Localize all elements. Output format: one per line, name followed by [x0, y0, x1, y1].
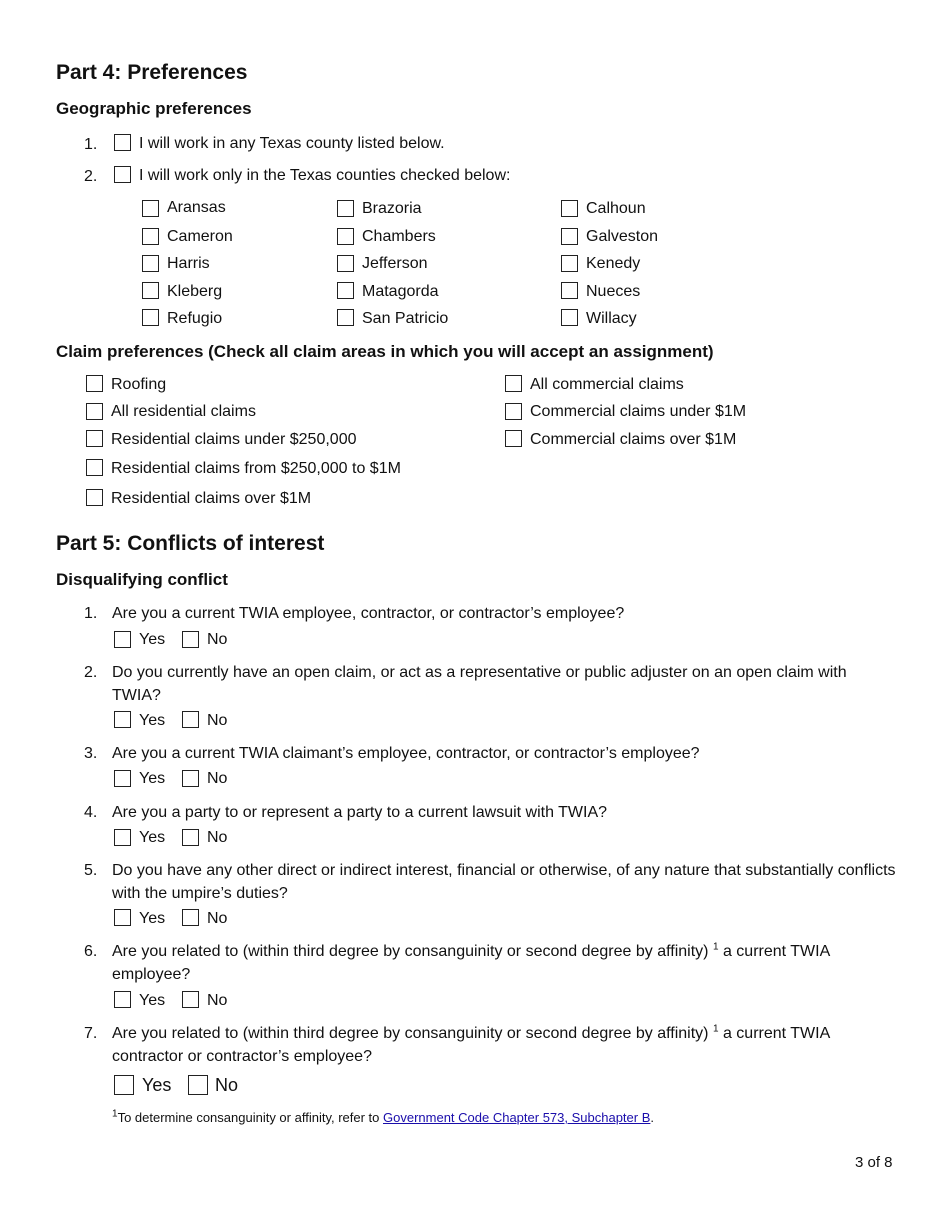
q5-no-checkbox[interactable] [182, 909, 199, 926]
no-label: No [207, 910, 228, 927]
question-text: Do you have any other direct or indirect interest, financial or otherwise, of any nature that substantially conflicts with the umpire’s duties? [112, 862, 896, 902]
q3-no-checkbox[interactable] [182, 770, 199, 787]
county-label: Kenedy [586, 255, 641, 272]
claim-label: All residential claims [111, 403, 256, 420]
claim-checkbox-commercial-over-1m[interactable] [505, 430, 522, 447]
county-label: Aransas [167, 199, 226, 216]
footnote: $^1$To determine consanguinity or affinity, refer to Government Code Chapter 573, Subchapter B. [112, 1108, 655, 1125]
page-number: 3 of 8 [855, 1154, 893, 1171]
no-label: No [207, 712, 228, 729]
county-checkbox-cameron[interactable] [142, 228, 159, 245]
county-checkbox-jefferson[interactable] [337, 255, 354, 272]
claim-checkbox-residential-under-250k[interactable] [86, 430, 103, 447]
county-checkbox-harris[interactable] [142, 255, 159, 272]
county-checkbox-refugio[interactable] [142, 309, 159, 326]
county-checkbox-matagorda[interactable] [337, 282, 354, 299]
question-number: 5. [84, 862, 98, 879]
question-number: 3. [84, 745, 98, 762]
county-label: Calhoun [586, 200, 646, 217]
claim-label: Residential claims under $250,000 [111, 431, 357, 448]
question-text: Do you currently have an open claim, or act as a representative or public adjuster on an open claim with TWIA? [112, 664, 847, 704]
yes-label: Yes [139, 712, 166, 729]
county-label: Jefferson [362, 255, 428, 272]
footnote-marker: 1 [712, 941, 719, 953]
county-checkbox-kenedy[interactable] [561, 255, 578, 272]
q7-no-checkbox[interactable] [188, 1075, 208, 1095]
county-checkbox-san-patricio[interactable] [337, 309, 354, 326]
q7-yes-checkbox[interactable] [114, 1075, 134, 1095]
q2-no-checkbox[interactable] [182, 711, 199, 728]
question-text: Are you related to (within third degree by consanguinity or second degree by affinity) $^1$ a current TWIA employee? [112, 941, 830, 983]
no-label: No [215, 1075, 239, 1095]
county-label: Chambers [362, 228, 436, 245]
county-checkbox-chambers[interactable] [337, 228, 354, 245]
county-label: Brazoria [362, 200, 422, 217]
q4-no-checkbox[interactable] [182, 829, 199, 846]
question-number: 7. [84, 1025, 98, 1042]
q5-yes-checkbox[interactable] [114, 909, 131, 926]
county-label: San Patricio [362, 310, 449, 327]
question-number: 4. [84, 804, 98, 821]
any-county-checkbox[interactable] [114, 134, 131, 151]
yes-label: Yes [139, 992, 166, 1009]
county-checkbox-brazoria[interactable] [337, 200, 354, 217]
no-label: No [207, 829, 228, 846]
question-text: Are you a party to or represent a party to a current lawsuit with TWIA? [112, 804, 608, 821]
no-label: No [207, 992, 228, 1009]
q6-no-checkbox[interactable] [182, 991, 199, 1008]
county-checkbox-calhoun[interactable] [561, 200, 578, 217]
claim-label: Commercial claims over $1M [530, 431, 737, 448]
claim-label: Commercial claims under $1M [530, 403, 747, 420]
geo-heading: Geographic preferences [56, 99, 252, 118]
county-checkbox-aransas[interactable] [142, 200, 159, 217]
county-checkbox-kleberg[interactable] [142, 282, 159, 299]
q2-yes-checkbox[interactable] [114, 711, 131, 728]
any-county-label: I will work in any Texas county listed below. [139, 135, 445, 152]
claim-checkbox-all-commercial[interactable] [505, 375, 522, 392]
q3-yes-checkbox[interactable] [114, 770, 131, 787]
question-text: Are you related to (within third degree by consanguinity or second degree by affinity) $^1$ a current TWIA contractor or contractor’s employee? [112, 1023, 830, 1065]
claim-checkbox-residential-250k-1m[interactable] [86, 459, 103, 476]
claim-label: Residential claims from $250,000 to $1M [111, 460, 401, 477]
claim-label: Roofing [111, 376, 167, 393]
only-checked-counties-label: I will work only in the Texas counties checked below: [139, 167, 511, 184]
yes-label: Yes [139, 631, 166, 648]
question-number: 2. [84, 664, 98, 681]
part4-title: Part 4: Preferences [56, 61, 248, 84]
county-checkbox-nueces[interactable] [561, 282, 578, 299]
no-label: No [207, 631, 228, 648]
geo-option-number: 1. [84, 136, 98, 153]
question-number: 1. [84, 605, 98, 622]
claim-checkbox-all-residential[interactable] [86, 403, 103, 420]
county-label: Matagorda [362, 283, 439, 300]
disqualifying-conflict-heading: Disqualifying conflict [56, 570, 228, 589]
county-label: Kleberg [167, 283, 223, 300]
q4-yes-checkbox[interactable] [114, 829, 131, 846]
no-label: No [207, 770, 228, 787]
footnote-marker: 1 [712, 1023, 719, 1035]
question-number: 6. [84, 943, 98, 960]
claim-label: Residential claims over $1M [111, 490, 312, 507]
claim-checkbox-residential-over-1m[interactable] [86, 489, 103, 506]
county-checkbox-galveston[interactable] [561, 228, 578, 245]
county-label: Nueces [586, 283, 641, 300]
county-label: Cameron [167, 228, 233, 245]
q6-yes-checkbox[interactable] [114, 991, 131, 1008]
footnote-text: To determine consanguinity or affinity, refer to [117, 1110, 383, 1125]
question-text: Are you a current TWIA employee, contractor, or contractor’s employee? [112, 605, 625, 622]
q1-yes-checkbox[interactable] [114, 631, 131, 648]
question-text: Are you a current TWIA claimant’s employee, contractor, or contractor’s employee? [112, 745, 700, 762]
claim-heading: Claim preferences (Check all claim areas in which you will accept an assignment) [56, 342, 714, 361]
yes-label: Yes [139, 910, 166, 927]
claim-label: All commercial claims [530, 376, 684, 393]
geo-option-number: 2. [84, 168, 98, 185]
yes-label: Yes [139, 770, 166, 787]
yes-label: Yes [139, 829, 166, 846]
county-label: Willacy [586, 310, 637, 327]
q1-no-checkbox[interactable] [182, 631, 199, 648]
part5-title: Part 5: Conflicts of interest [56, 532, 325, 555]
government-code-link[interactable]: Government Code Chapter 573, Subchapter B [383, 1110, 651, 1125]
yes-label: Yes [142, 1075, 172, 1095]
county-label: Harris [167, 255, 210, 272]
county-checkbox-willacy[interactable] [561, 309, 578, 326]
footnote-mark: 1 [112, 1108, 118, 1120]
claim-checkbox-commercial-under-1m[interactable] [505, 403, 522, 420]
county-label: Galveston [586, 228, 659, 245]
county-label: Refugio [167, 310, 223, 327]
claim-checkbox-roofing[interactable] [86, 375, 103, 392]
only-checked-counties-checkbox[interactable] [114, 166, 131, 183]
